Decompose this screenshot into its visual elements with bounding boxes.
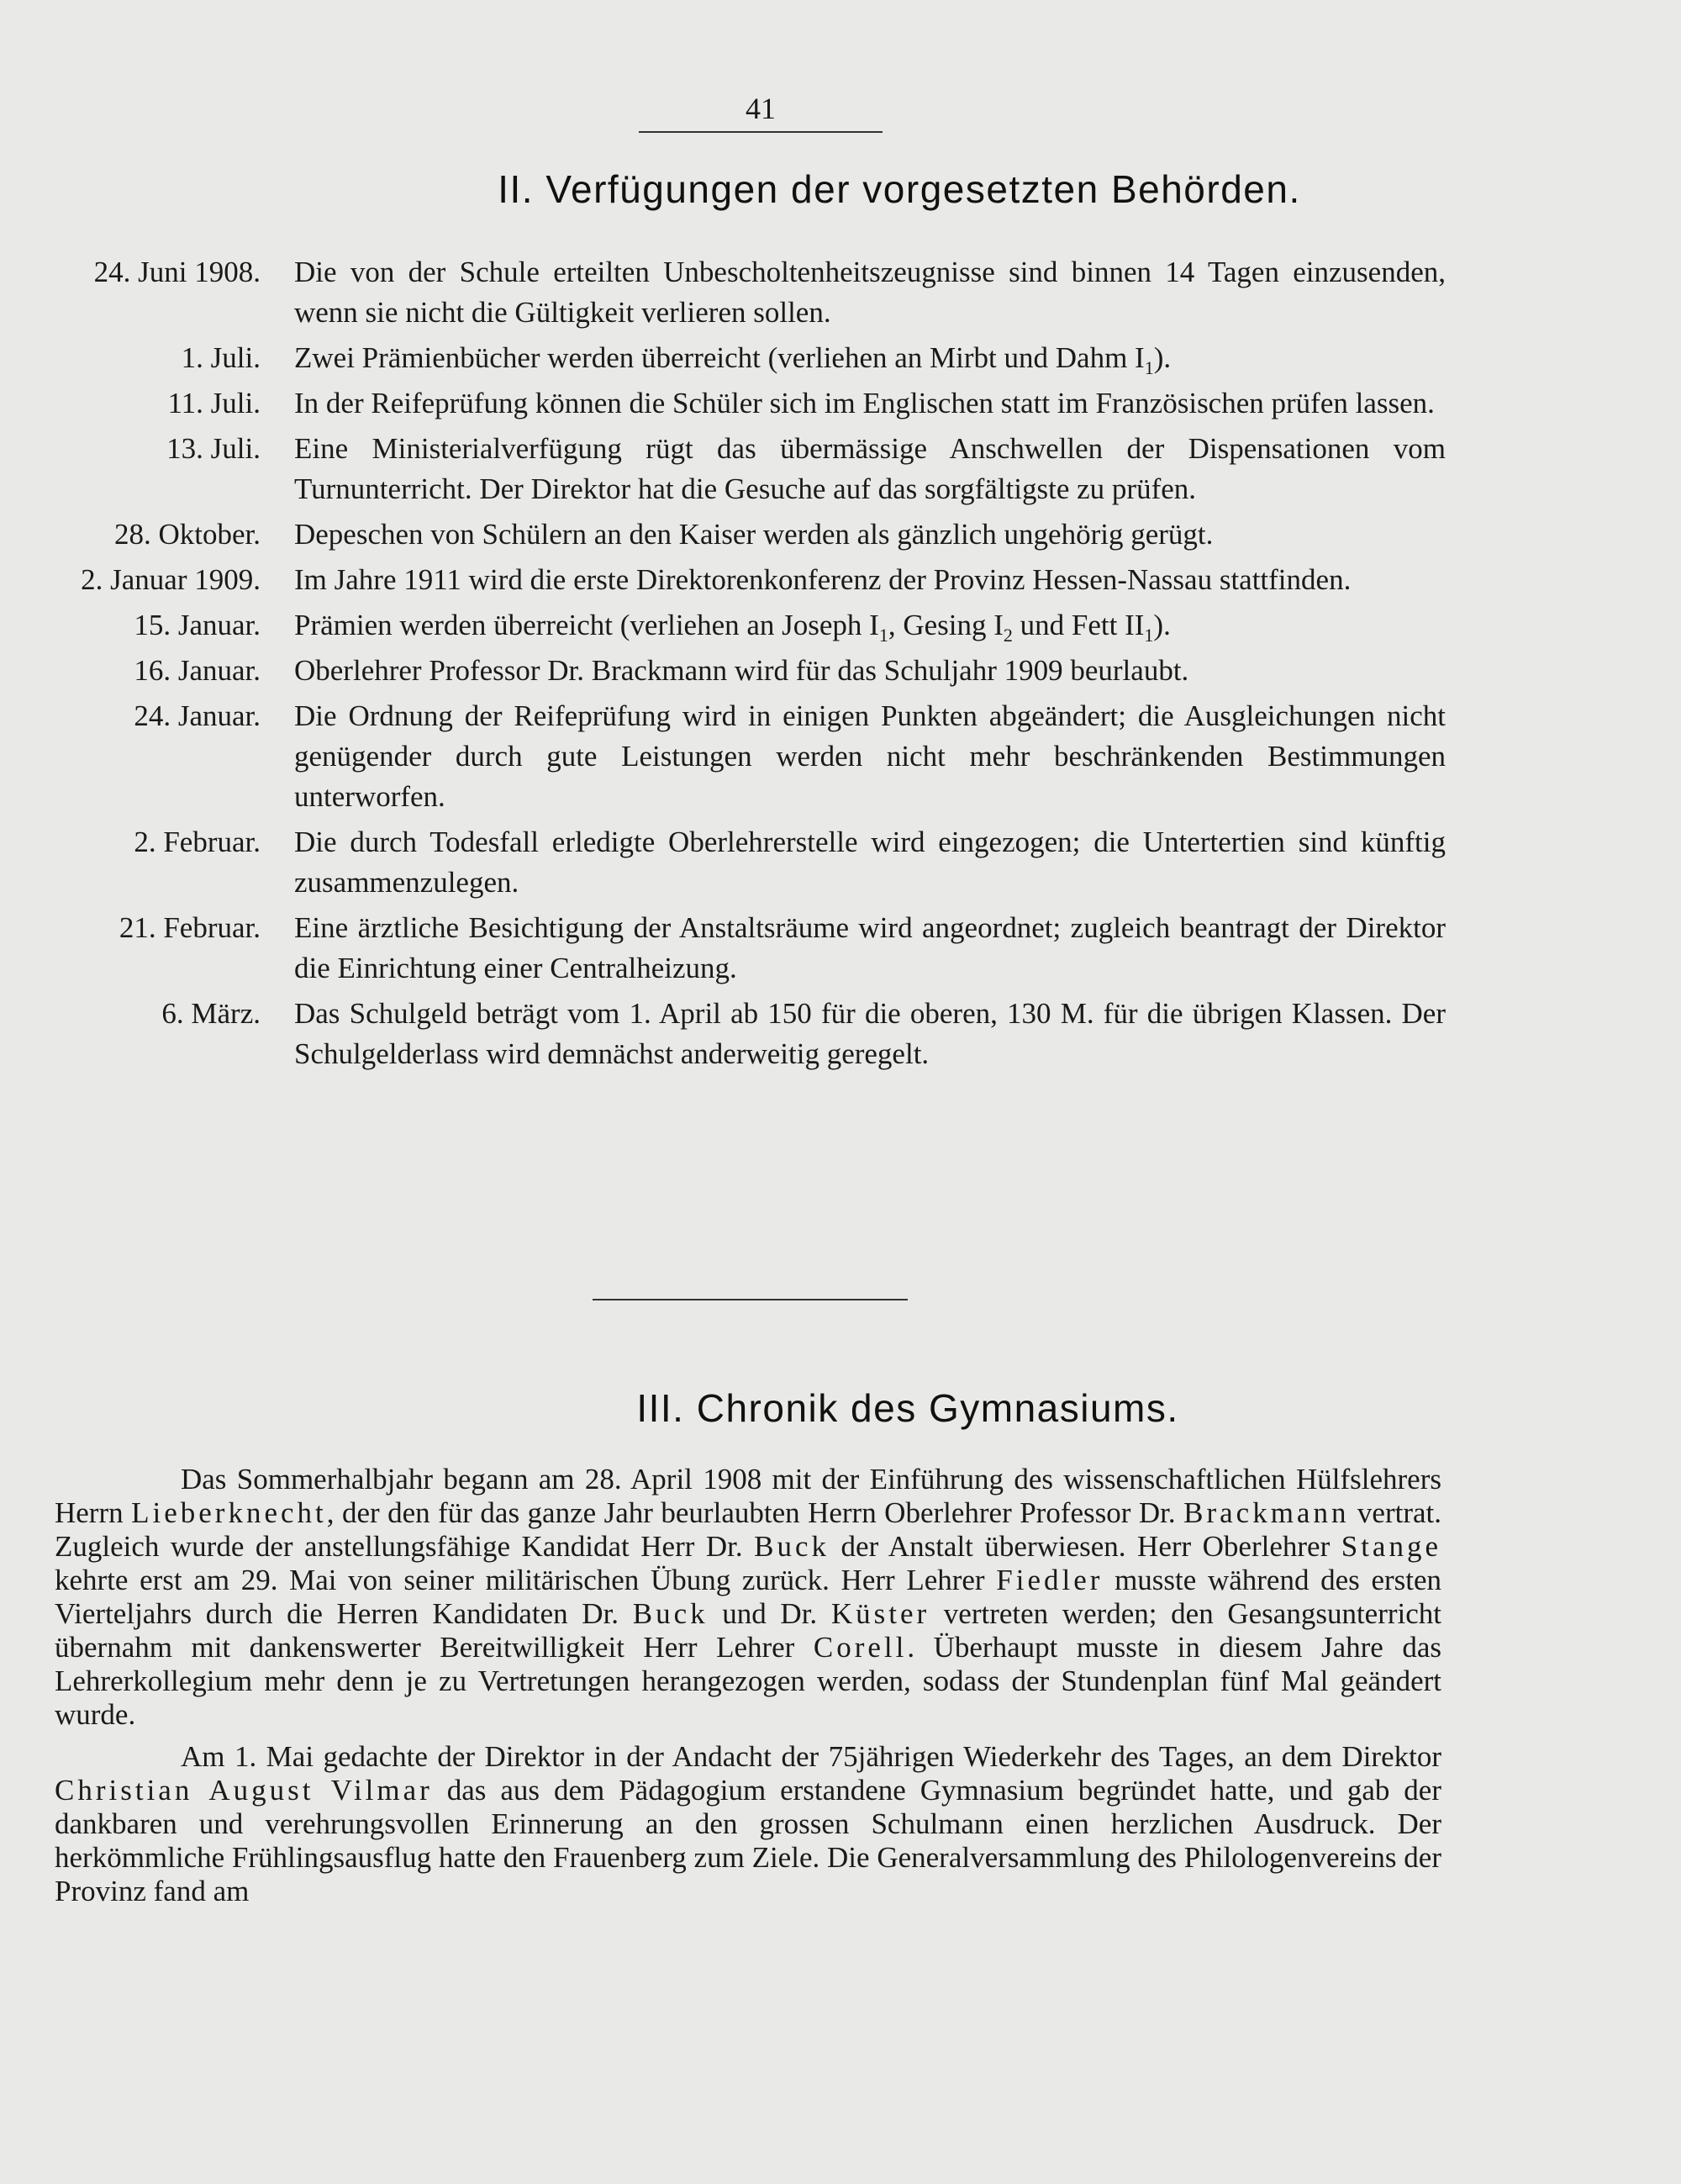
decree-text: Die von der Schule erteilten Unbescholtenheitszeugnisse sind binnen 14 Tagen einzusenden, wenn sie nicht die Gültigkeit verlieren sollen. [294, 256, 1446, 329]
decree-entry [50, 651, 1446, 691]
decree-text: Das Schulgeld beträgt vom 1. April ab 150 für die oberen, 130 M. für die übrigen Klassen. Der Schulgelderlass wird demnächst anderweitig geregelt. [294, 997, 1446, 1070]
decree-date: 1. Juli. [181, 341, 261, 374]
decree-text: Eine ärztliche Besichtigung der Anstaltsräume wird angeordnet; zugleich beantragt der Direktor die Einrichtung einer Centralheizung. [294, 911, 1446, 984]
decree-entry [50, 514, 1446, 555]
decree-text: Im Jahre 1911 wird die erste Direktorenkonferenz der Provinz Hessen-Nassau stattfinden. [294, 563, 1352, 596]
chronicle-paragraph: Das Sommerhalbjahr begann am 28. April 1908 mit der Einführung des wissenschaftlichen Hülfslehrers Herrn Lieberknecht, der den für das ganze Jahr beurlaubten Herrn Oberlehrer Professor Dr. Brackmann vertrat. Zugleich wurde der anstellungsfähige Kandidat Herr Dr. Buck der Anstalt überwiesen. Herr Oberlehrer Stange kehrte erst am 29. Mai von seiner militärischen Übung zurück. Herr Lehrer Fiedler musste während des ersten Vierteljahrs durch die Herren Kandidaten Dr. Buck und Dr. Küster vertreten werden; den Gesangsunterricht übernahm mit dankenswerter Bereitwilligkeit Herr Lehrer Corell. Überhaupt musste in diesem Jahre das Lehrerkollegium mehr denn je zu Vertretungen herangezogen werden, sodass der Stundenplan fünf Mal geändert wurde. [55, 1463, 1442, 1731]
chronicle-text [55, 1463, 1441, 1917]
decree-entry [50, 822, 1446, 903]
decree-text: Die durch Todesfall erledigte Oberlehrerstelle wird eingezogen; die Untertertien sind künftig zusammenzulegen. [294, 826, 1446, 899]
decree-entry [50, 994, 1446, 1074]
decree-entry [50, 605, 1446, 646]
decree-text: Die Ordnung der Reifeprüfung wird in einigen Punkten abgeändert; die Ausgleichungen nicht genügender durch gute Leistungen werden nicht mehr beschränkenden Bestimmungen unterworfen. [294, 699, 1446, 813]
decree-list [50, 252, 1446, 1079]
decree-date: 11. Juli. [167, 387, 261, 419]
decree-text: Prämien werden überreicht (verliehen an Joseph $I_1$, Gesing $I_2$ und Fett $II_1$). [294, 609, 1171, 646]
decree-entry [50, 252, 1446, 333]
decree-entry [50, 429, 1446, 509]
decree-date: 13. Juli. [166, 432, 261, 465]
section-3-heading: III. Chronik des Gymnasiums. [636, 1386, 1179, 1430]
decree-entry [50, 560, 1446, 600]
decree-date: 28. Oktober. [113, 518, 261, 551]
decree-date: 6. März. [161, 997, 261, 1030]
decree-date: 2. Januar 1909. [81, 563, 261, 596]
decree-date: 24. Juni 1908. [93, 256, 261, 288]
page-number: 41 [746, 92, 776, 125]
decree-text: Zwei Prämienbücher werden überreicht (verliehen an Mirbt und Dahm $I_1$). [294, 341, 1172, 378]
section-2-heading: II. Verfügungen der vorgesetzten Behörden. [498, 167, 1301, 211]
decree-date: 2. Februar. [134, 826, 261, 858]
decree-date: 16. Januar. [134, 654, 261, 687]
decree-date: 21. Februar. [119, 911, 261, 944]
decree-entry [50, 383, 1446, 424]
section-divider [593, 1299, 908, 1300]
decree-entry [50, 696, 1446, 817]
chronicle-paragraph: Am 1. Mai gedachte der Direktor in der Andacht der 75jährigen Wiederkehr des Tages, an dem Direktor Christian August Vilmar das aus dem Pädagogium erstandene Gymnasium begründet hatte, und gab der dankbaren und verehrungsvollen Erinnerung an den grossen Schulmann einen herzlichen Ausdruck. Der herkömmliche Frühlingsausflug hatte den Frauenberg zum Ziele. Die Generalversammlung des Philologenvereins der Provinz fand am [55, 1740, 1441, 1907]
header-rule [639, 131, 883, 133]
decree-date: 15. Januar. [134, 609, 261, 641]
decree-text: In der Reifeprüfung können die Schüler sich im Englischen statt im Französischen prüfen lassen. [294, 387, 1435, 419]
decree-entry [50, 908, 1446, 989]
decree-text: Depeschen von Schülern an den Kaiser werden als gänzlich ungehörig gerügt. [294, 518, 1214, 551]
decree-text: Eine Ministerialverfügung rügt das übermässige Anschwellen der Dispensationen vom Turnunterricht. Der Direktor hat die Gesuche auf das sorgfältigste zu prüfen. [294, 432, 1446, 505]
decree-text: Oberlehrer Professor Dr. Brackmann wird für das Schuljahr 1909 beurlaubt. [294, 654, 1189, 687]
decree-date: 24. Januar. [134, 699, 261, 732]
decree-entry [50, 338, 1446, 378]
